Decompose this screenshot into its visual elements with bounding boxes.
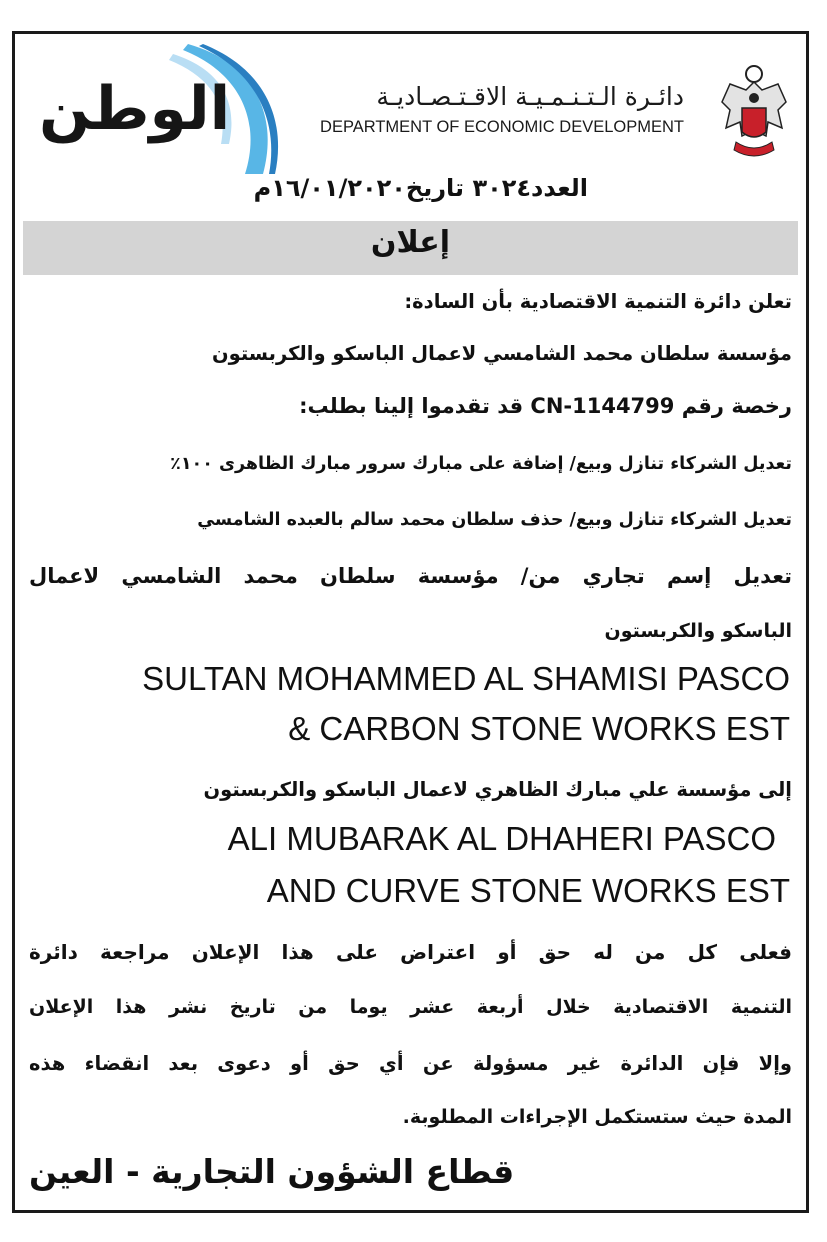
new-name-en-line-2: AND CURVE STONE WORKS EST <box>266 872 790 909</box>
abu-dhabi-emblem-icon <box>716 62 792 162</box>
partner-add-line: تعديل الشركاء تنازل وبيع/ إضافة على مبارك سرور مبارك الظاهرى ١٠٠٪ <box>170 454 792 474</box>
new-name-en-line-1: ALI MUBARAK AL DHAHERI PASCO <box>227 820 776 857</box>
license-line: رخصة رقم CN-1144799 قد تقدموا إلينا بطلب: <box>299 394 792 418</box>
trade-name-change-cont: الباسكو والكربستون <box>604 620 792 642</box>
closing-line-1: فعلى كل من له حق أو اعتراض على هذا الإعلان مراجعة دائرة <box>29 940 792 964</box>
closing-line-3: وإلا فإن الدائرة غير مسؤولة عن أي حق أو دعوى بعد انقضاء هذه <box>29 1052 792 1075</box>
department-name-en: DEPARTMENT OF ECONOMIC DEVELOPMENT <box>320 118 684 136</box>
announcement-banner <box>23 221 798 275</box>
closing-line-4: المدة حيث ستستكمل الإجراءات المطلوبة. <box>402 1106 792 1128</box>
establishment-name: مؤسسة سلطان محمد الشامسي لاعمال الباسكو والكربستون <box>211 342 792 365</box>
notice-frame <box>12 31 809 1213</box>
alwatan-wordmark: الوطن <box>39 74 231 144</box>
closing-line-2: التنمية الاقتصادية خلال أربعة عشر يوما من تاريخ نشر هذا الإعلان <box>29 996 792 1018</box>
old-name-en-line-2: & CARBON STONE WORKS EST <box>288 710 790 747</box>
new-name-ar: إلى مؤسسة علي مبارك الظاهري لاعمال الباسكو والكربستون <box>203 778 792 801</box>
trade-name-change-line: تعديل إسم تجاري من/ مؤسسة سلطان محمد الشامسي لاعمال <box>29 564 792 588</box>
issue-date: العدد٣٠٢٤ تاريخ١٦/٠١/٢٠٢٠م <box>253 174 588 202</box>
issuing-sector: قطاع الشؤون التجارية - العين <box>29 1152 515 1191</box>
alwatan-logo <box>23 44 293 174</box>
announcement-title: إعلان <box>370 225 451 260</box>
notice-intro: تعلن دائرة التنمية الاقتصادية بأن السادة: <box>404 290 792 313</box>
old-name-en-line-1: SULTAN MOHAMMED AL SHAMISI PASCO <box>142 660 790 697</box>
partner-remove-line: تعديل الشركاء تنازل وبيع/ حذف سلطان محمد سالم بالعبده الشامسي <box>197 510 792 530</box>
department-name-ar: دائـرة الـتـنـمـيـة الاقـتـصـاديـة <box>376 82 684 111</box>
